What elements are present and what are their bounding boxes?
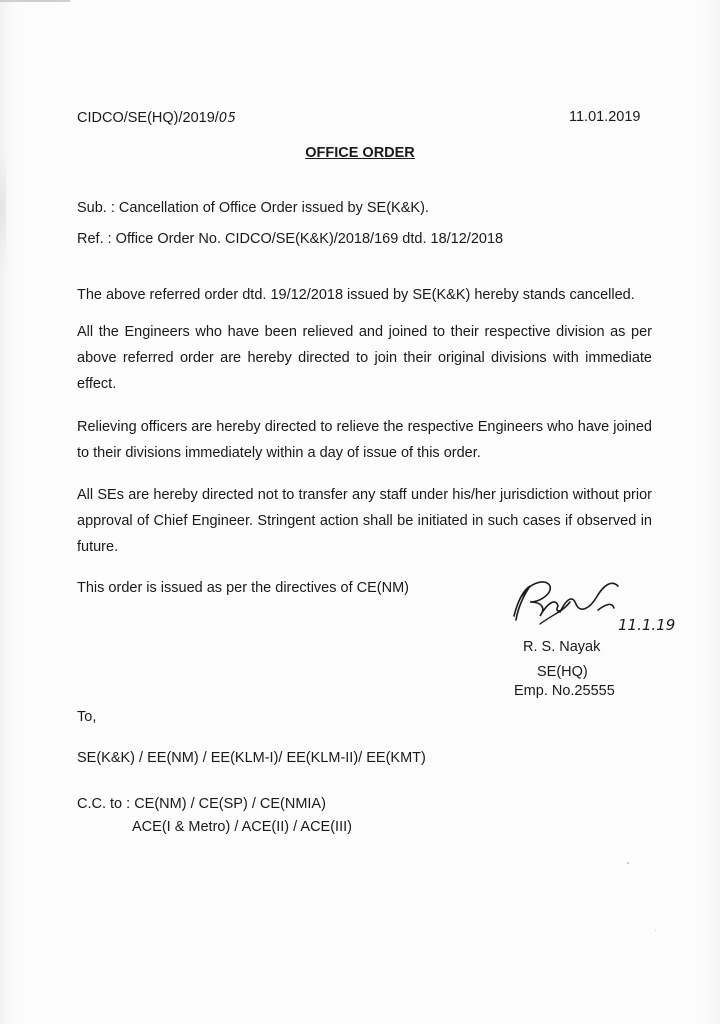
signatory-name: R. S. Nayak — [523, 639, 601, 655]
document-title: OFFICE ORDER — [305, 145, 415, 161]
scan-speck — [627, 862, 629, 864]
paragraph-cancellation: The above referred order dtd. 19/12/2018 issued by SE(K&K) hereby stands cancelled. — [77, 287, 635, 303]
to-label: To, — [77, 709, 97, 725]
signature-date: 11.1.19 — [618, 616, 676, 634]
order-reference-prefix: CIDCO/SE(HQ)/2019/ — [77, 110, 219, 126]
scan-speck — [655, 930, 656, 931]
signatory-designation: SE(HQ) — [537, 664, 588, 680]
paragraph-engineers-rejoin: All the Engineers who have been relieved and joined to their respective division as per above referred order are hereby directed to join their original divisions with immediate effect. — [77, 324, 652, 392]
scan-edge-line — [0, 0, 70, 2]
handwritten-signature — [500, 572, 680, 642]
subject-line: Sub. : Cancellation of Office Order issued by SE(K&K). — [77, 200, 429, 216]
scan-shadow — [0, 150, 6, 270]
cc-line-1: C.C. to : CE(NM) / CE(SP) / CE(NMIA) — [77, 796, 326, 812]
paragraph-transfer-restriction: All SEs are hereby directed not to transfer any staff under his/her jurisdiction without prior approval of Chief Engineer. Stringent action shall be initiated in such cases if observed in future. — [77, 487, 652, 555]
paragraph-relieving-officers: Relieving officers are hereby directed to relieve the respective Engineers who have joined to their divisions immediately within a day of issue of this order. — [77, 419, 652, 461]
order-date: 11.01.2019 — [569, 109, 641, 125]
order-reference-number — [77, 109, 236, 128]
signatory-employee-number: Emp. No.25555 — [514, 683, 615, 699]
cc-line-2: ACE(I & Metro) / ACE(II) / ACE(III) — [132, 819, 352, 835]
reference-line: Ref. : Office Order No. CIDCO/SE(K&K)/2018/169 dtd. 18/12/2018 — [77, 231, 504, 247]
order-reference-handwritten-number: 05 — [218, 111, 237, 126]
recipients-line: SE(K&K) / EE(NM) / EE(KLM-I)/ EE(KLM-II)/ EE(KMT) — [77, 750, 426, 766]
paragraph-directive-source: This order is issued as per the directives of CE(NM) — [77, 580, 409, 596]
